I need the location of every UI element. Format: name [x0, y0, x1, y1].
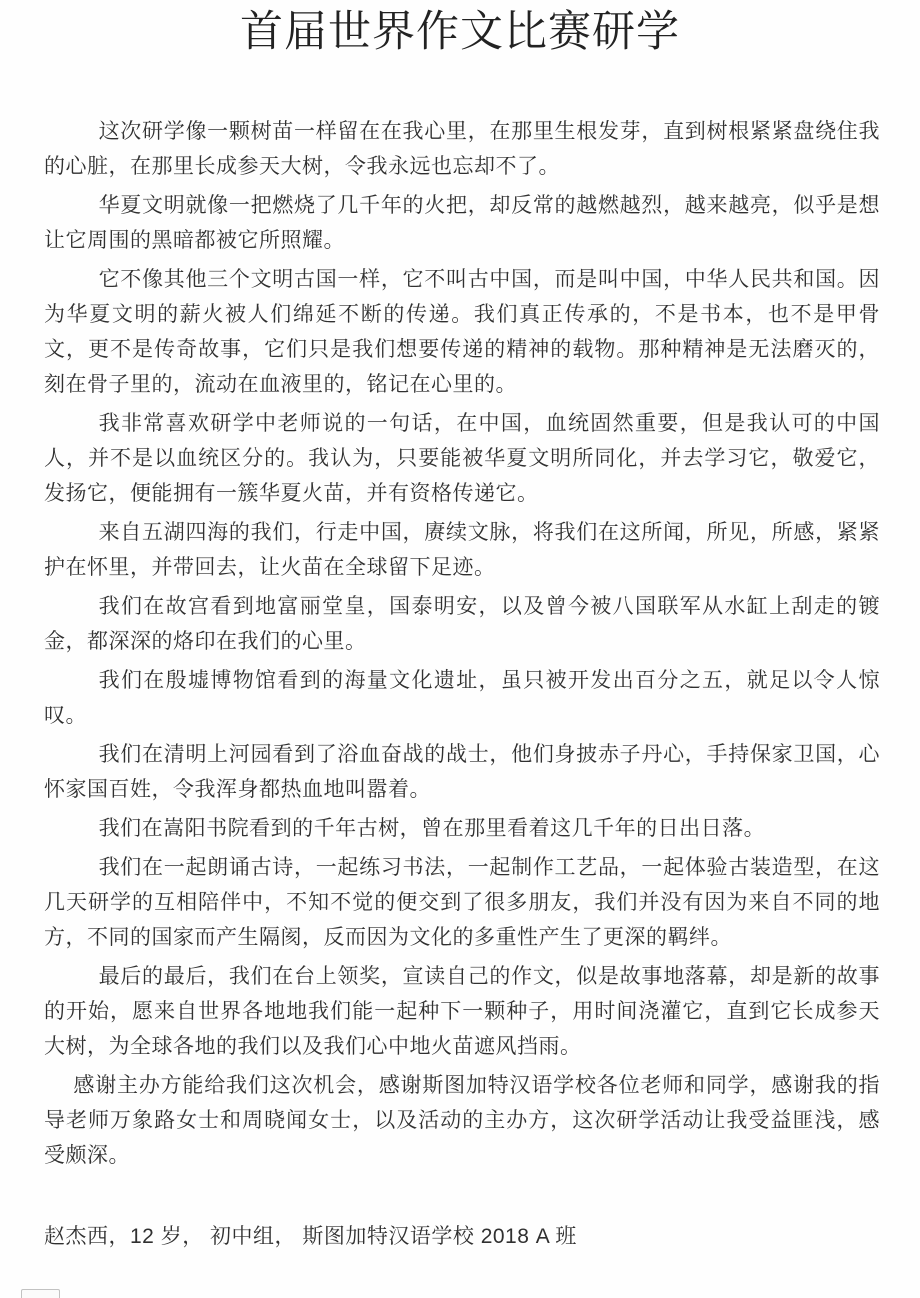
essay-paragraph: 我们在殷墟博物馆看到的海量文化遗址，虽只被开发出百分之五，就足以令人惊叹。	[44, 669, 880, 727]
essay-paragraph: 感谢主办方能给我们这次机会，感谢斯图加特汉语学校各位老师和同学，感谢我的指导老师万象路女士和周晓闻女士，以及活动的主办方，这次研学活动让我受益匪浅，感受颇深。	[44, 1074, 880, 1167]
essay-paragraph: 它不像其他三个文明古国一样，它不叫古中国，而是叫中国，中华人民共和国。因为华夏文明的薪火被人们绵延不断的传递。我们真正传承的，不是书本，也不是甲骨文，更不是传奇故事，它们只是我们想要传递的精神的载物。那种精神是无法磨灭的，刻在骨子里的，流动在血液里的，铭记在心里的。	[44, 268, 880, 396]
essay-paragraph: 最后的最后，我们在台上领奖，宣读自己的作文，似是故事地落幕，却是新的故事的开始，愿来自世界各地地我们能一起种下一颗种子，用时间浇灌它，直到它长成参天大树，为全球各地的我们以及我们心中地火苗遮风挡雨。	[44, 965, 880, 1058]
essay-paragraph: 来自五湖四海的我们，行走中国，赓续文脉，将我们在这所闻，所见，所感，紧紧护在怀里，并带回去，让火苗在全球留下足迹。	[44, 521, 880, 579]
page-title: 首届世界作文比赛研学	[240, 8, 680, 56]
essay-paragraph: 华夏文明就像一把燃烧了几千年的火把，却反常的越燃越烈，越来越亮，似乎是想让它周围的黑暗都被它所照耀。	[44, 194, 880, 252]
author-byline: 赵杰西，12 岁， 初中组， 斯图加特汉语学校 2018 A 班	[44, 1225, 577, 1248]
page-edge-artifact	[21, 1289, 60, 1298]
essay-paragraph: 我们在清明上河园看到了浴血奋战的战士，他们身披赤子丹心，手持保家卫国，心怀家国百姓，令我浑身都热血地叫嚣着。	[44, 743, 880, 801]
essay-paragraph: 我非常喜欢研学中老师说的一句话，在中国，血统固然重要，但是我认可的中国人，并不是以血统区分的。我认为，只要能被华夏文明所同化，并去学习它，敬爱它，发扬它，便能拥有一簇华夏火苗，并有资格传递它。	[44, 412, 880, 505]
essay-paragraph: 这次研学像一颗树苗一样留在在我心里，在那里生根发芽，直到树根紧紧盘绕住我的心脏，在那里长成参天大树，令我永远也忘却不了。	[44, 120, 880, 178]
essay-paragraph: 我们在一起朗诵古诗，一起练习书法，一起制作工艺品，一起体验古装造型，在这几天研学的互相陪伴中，不知不觉的便交到了很多朋友，我们并没有因为来自不同的地方，不同的国家而产生隔阂，反而因为文化的多重性产生了更深的羁绊。	[44, 856, 880, 949]
essay-paragraph: 我们在故宫看到地富丽堂皇，国泰明安，以及曾今被八国联军从水缸上刮走的镀金，都深深的烙印在我们的心里。	[44, 595, 880, 653]
essay-body	[0, 58, 920, 1173]
essay-paragraph: 我们在嵩阳书院看到的千年古树，曾在那里看着这几千年的日出日落。	[98, 817, 766, 840]
